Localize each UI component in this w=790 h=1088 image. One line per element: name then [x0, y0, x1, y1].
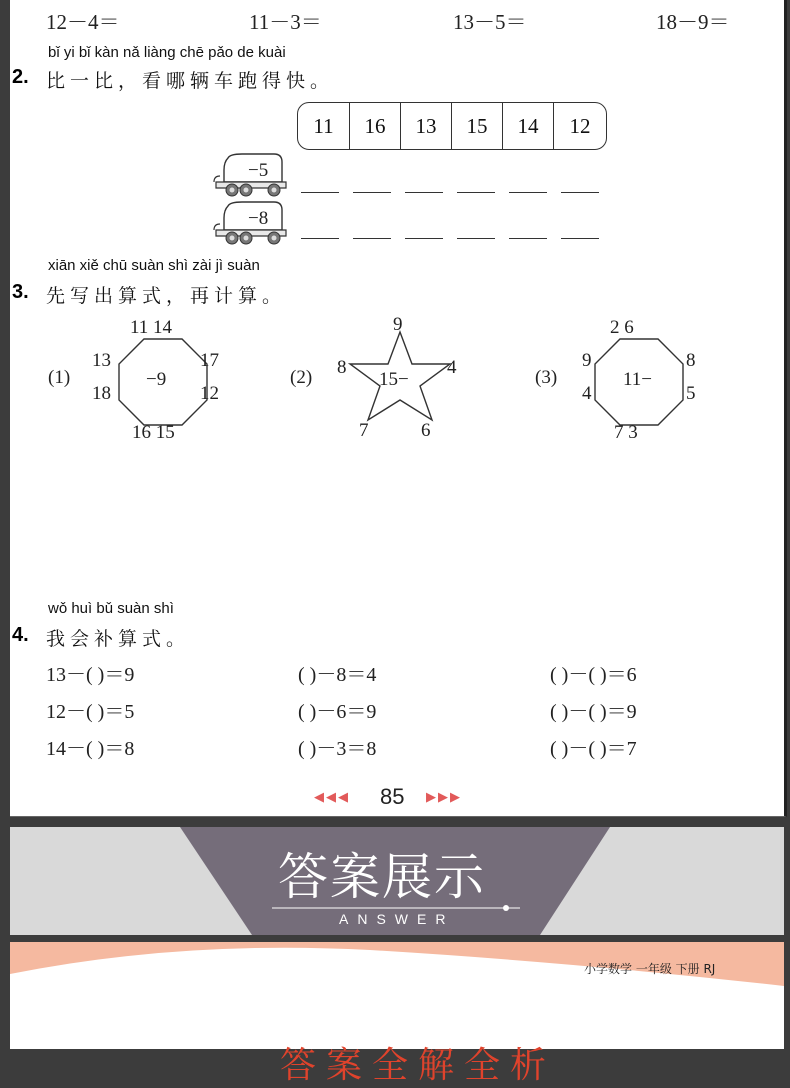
q2-title: 比一比，看哪辆车跑得快。 — [46, 70, 335, 92]
q2-number: 2. — [12, 66, 29, 88]
prev-arrows-icon: ◀◀◀ — [314, 790, 350, 805]
number-cell: 11 — [313, 113, 334, 138]
number-strip — [297, 102, 607, 150]
answer-banner — [10, 827, 784, 935]
number-cell: 16 — [349, 103, 400, 149]
answer-blank — [509, 192, 547, 193]
equation-2: 11－3＝ — [249, 10, 322, 34]
puzzle-2-bottom-left: 7 — [359, 420, 369, 441]
q3-title: 先写出算式，再计算。 — [46, 285, 287, 307]
number-cell: 15 — [451, 103, 502, 149]
puzzle-3-left-bottom: 4 — [582, 383, 592, 404]
answer-blank — [353, 192, 391, 193]
puzzle-3-top: 2 6 — [610, 317, 634, 338]
answer-blank — [301, 192, 339, 193]
puzzle-1-label: (1) — [48, 367, 71, 388]
book-header: 小学数学 一年级 下册 RJ — [584, 962, 716, 976]
puzzle-3-left-top: 9 — [582, 350, 592, 371]
answer-blank — [301, 238, 339, 239]
q4-pinyin: wǒ huì bǔ suàn shì — [48, 600, 174, 617]
fill-equation: 12－( )＝5 — [46, 701, 135, 723]
fill-equation: 13－( )＝9 — [46, 664, 135, 686]
answer-blank — [457, 238, 495, 239]
number-cell: 12 — [553, 103, 606, 149]
answer-blank — [405, 238, 443, 239]
fill-equation: ( )－8＝4 — [298, 664, 377, 686]
answer-blank — [509, 238, 547, 239]
q4-number: 4. — [12, 624, 29, 646]
answer-blank — [561, 238, 599, 239]
puzzle-2-top: 9 — [393, 314, 403, 335]
puzzle-1-bottom: 16 15 — [132, 422, 175, 443]
puzzle-3-center: 11− — [623, 369, 653, 390]
puzzle-1-left-bottom: 18 — [92, 383, 111, 404]
next-page — [10, 942, 784, 1086]
banner-title: 答案展示 — [278, 848, 486, 906]
equation-1: 12－4＝ — [46, 10, 120, 34]
puzzle-3-right-bottom: 5 — [686, 383, 696, 404]
puzzle-2-right: 4 — [447, 357, 457, 378]
answer-blank — [353, 238, 391, 239]
car-1-label: −5 — [248, 160, 269, 181]
q4-title: 我会补算式。 — [46, 628, 191, 650]
fill-equation: ( )－( )＝7 — [550, 738, 637, 760]
fill-equation: ( )－6＝9 — [298, 701, 377, 723]
equation-4: 18－9＝ — [656, 10, 730, 34]
answer-heading: 答案全解全析 — [280, 1045, 557, 1086]
next-arrows-icon: ▶▶▶ — [426, 790, 462, 805]
fill-equation: ( )－( )＝9 — [550, 701, 637, 723]
puzzle-2-left: 8 — [337, 357, 347, 378]
puzzle-2-bottom-right: 6 — [421, 420, 431, 441]
puzzle-3-bottom: 7 3 — [614, 422, 638, 443]
q3-number: 3. — [12, 281, 29, 303]
puzzle-2-label: (2) — [290, 367, 313, 388]
puzzle-1-right-top: 17 — [200, 350, 219, 371]
fill-equation: ( )－3＝8 — [298, 738, 377, 760]
puzzle-2-center: 15− — [379, 369, 409, 390]
puzzle-3-right-top: 8 — [686, 350, 696, 371]
equation-3: 13－5＝ — [453, 10, 527, 34]
puzzle-3-label: (3) — [535, 367, 558, 388]
worksheet-page — [10, 0, 787, 817]
car-2-label: −8 — [248, 208, 269, 229]
q2-pinyin: bǐ yi bǐ kàn nǎ liàng chē pǎo de kuài — [48, 44, 286, 61]
puzzle-1-left-top: 13 — [92, 350, 111, 371]
answer-blank — [457, 192, 495, 193]
number-cell: 13 — [400, 103, 451, 149]
fill-equation: ( )－( )＝6 — [550, 664, 637, 686]
answer-blank — [561, 192, 599, 193]
q3-pinyin: xiān xiě chū suàn shì zài jì suàn — [48, 257, 260, 274]
puzzle-1-right-bottom: 12 — [200, 383, 219, 404]
page-number: 85 — [380, 784, 405, 809]
number-cell: 14 — [502, 103, 553, 149]
banner-subtitle: ANSWER — [339, 911, 455, 927]
answer-blank — [405, 192, 443, 193]
puzzle-1-center: −9 — [146, 369, 167, 390]
puzzle-1-top: 11 14 — [130, 317, 173, 338]
fill-equation: 14－( )＝8 — [46, 738, 135, 760]
